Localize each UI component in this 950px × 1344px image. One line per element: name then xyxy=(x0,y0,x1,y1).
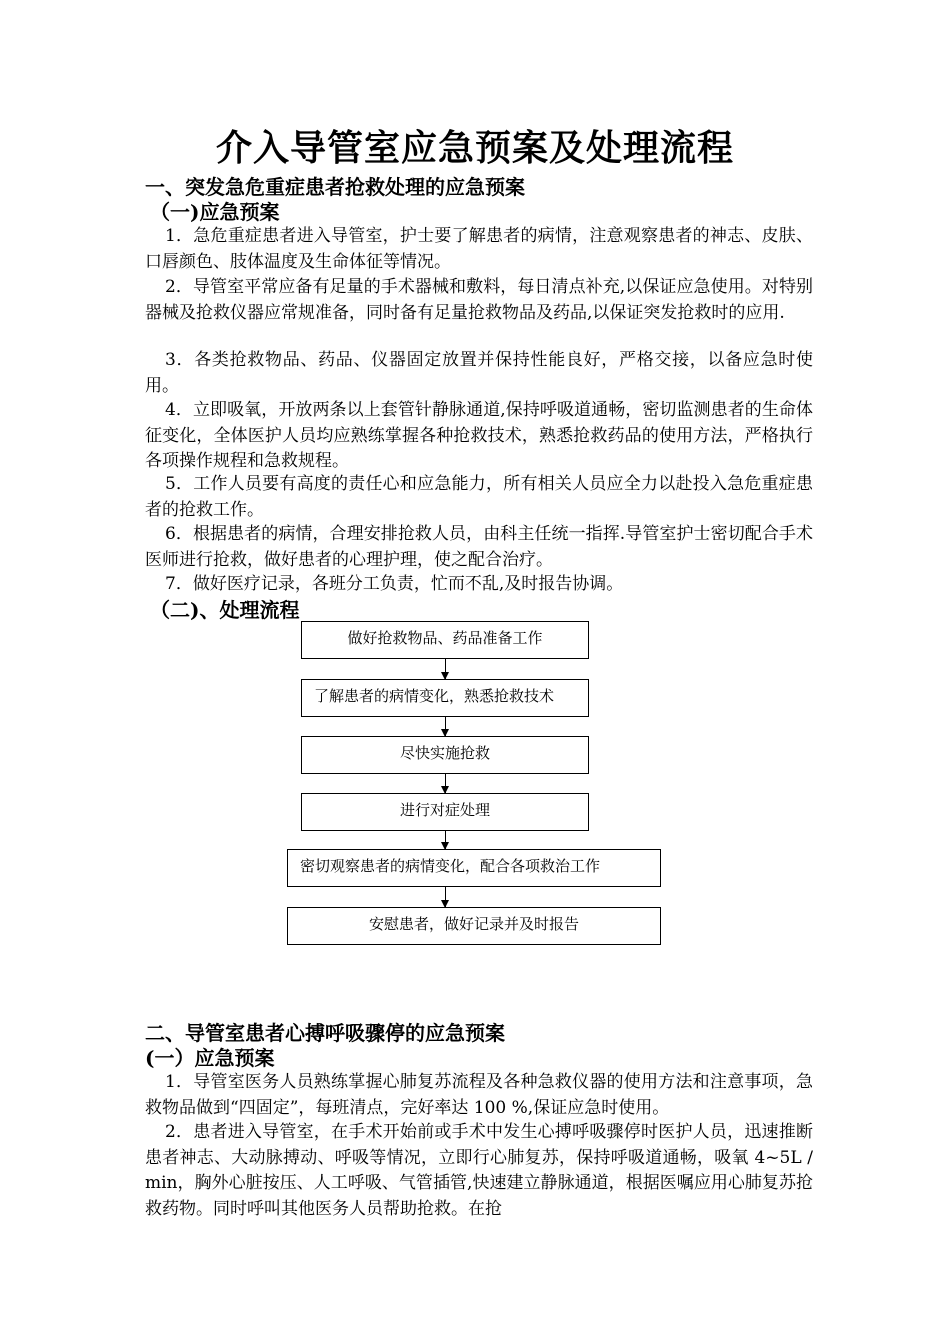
section2-sub1-heading: (一）应急预案 xyxy=(145,1046,275,1070)
section1-paragraph-3: 3．各类抢救物品、药品、仪器固定放置并保持性能良好，严格交接，以备应急时使用。 xyxy=(145,350,813,396)
flow-step-5: 密切观察患者的病情变化，配合各项救治工作 xyxy=(287,849,661,887)
section2-paragraph-2: 2．患者进入导管室，在手术开始前或手术中发生心搏呼吸骤停时医护人员，迅速推断患者神志、大动脉搏动、呼吸等情况，立即行心肺复苏，保持呼吸道通畅，吸氧 4~5L / min，胸外心脏按压、人工呼吸、气管插管,快速建立静脉通道，根据医嘱应用心肺复苏抢救药物。同时呼叫其他医务人员帮助抢救。在抢 xyxy=(145,1122,813,1219)
section1-heading: 一、突发急危重症患者抢救处理的应急预案 xyxy=(145,175,525,199)
section1-paragraph-4: 4．立即吸氧，开放两条以上套管针静脉通道,保持呼吸道通畅，密切监测患者的生命体征变化，全体医护人员均应熟练掌握各种抢救技术，熟悉抢救药品的使用方法，严格执行各项操作规程和急救规程。 xyxy=(145,400,813,471)
section1-paragraph-6: 6．根据患者的病情，合理安排抢救人员，由科主任统一指挥.导管室护士密切配合手术医师进行抢救，做好患者的心理护理，使之配合治疗。 xyxy=(145,524,813,570)
section1-paragraph-5: 5．工作人员要有高度的责任心和应急能力，所有相关人员应全力以赴投入急危重症患者的抢救工作。 xyxy=(145,474,813,520)
section1-paragraph-2: 2．导管室平常应备有足量的手术器械和敷料，每日清点补充,以保证应急使用。对特别器械及抢救仪器应常规准备，同时备有足量抢救物品及药品,以保证突发抢救时的应用. xyxy=(145,277,813,323)
section1-sub1-heading: （一)应急预案 xyxy=(150,200,280,224)
flow-step-6: 安慰患者，做好记录并及时报告 xyxy=(287,907,661,945)
flow-step-4: 进行对症处理 xyxy=(301,793,589,831)
section1-paragraph-1: 1．急危重症患者进入导管室，护士要了解患者的病情，注意观察患者的神志、皮肤、口唇颜色、肢体温度及生命体征等情况。 xyxy=(145,226,813,272)
flow-arrow-4 xyxy=(445,831,446,849)
flow-step-3: 尽快实施抢救 xyxy=(301,736,589,774)
section2-paragraph-1: 1．导管室医务人员熟练掌握心肺复苏流程及各种急救仪器的使用方法和注意事项，急救物品做到“四固定”，每班清点，完好率达 100 %,保证应急时使用。 xyxy=(145,1072,813,1118)
page-title: 介入导管室应急预案及处理流程 xyxy=(215,127,734,169)
flow-arrow-2 xyxy=(445,717,446,736)
section1-paragraph-7: 7．做好医疗记录，各班分工负责，忙而不乱,及时报告协调。 xyxy=(165,574,624,594)
flow-arrow-1 xyxy=(445,659,446,679)
section1-sub2-heading: （二)、处理流程 xyxy=(150,598,300,622)
flow-arrow-3 xyxy=(445,774,446,793)
flow-step-2: 了解患者的病情变化，熟悉抢救技术 xyxy=(301,679,589,717)
flow-step-1: 做好抢救物品、药品准备工作 xyxy=(301,621,589,659)
flow-arrow-5 xyxy=(445,887,446,907)
section2-heading: 二、导管室患者心搏呼吸骤停的应急预案 xyxy=(145,1021,505,1045)
